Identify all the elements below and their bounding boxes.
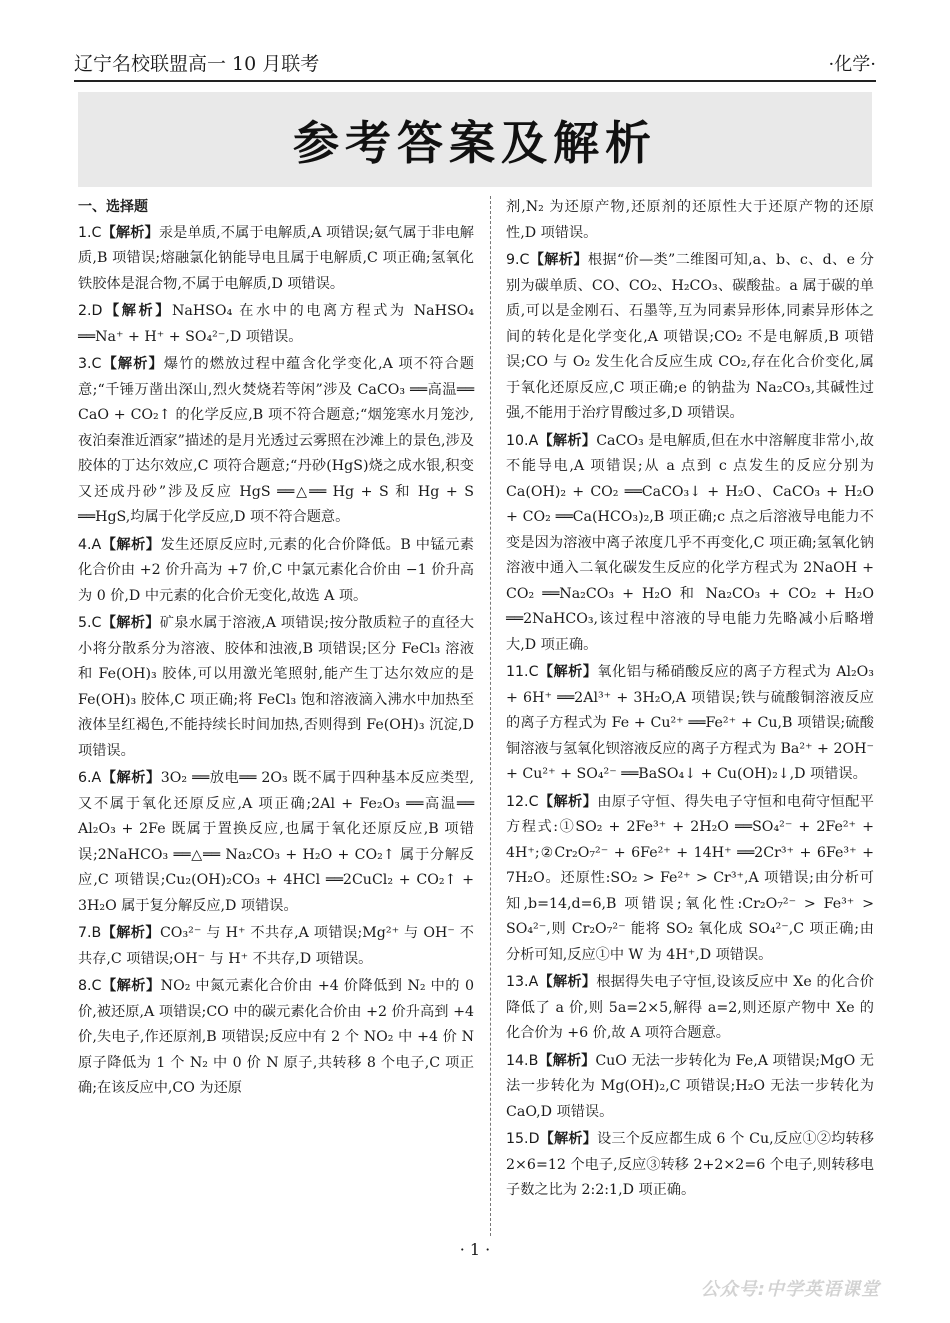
analysis-tag: 【解析】 [529, 252, 588, 268]
answer-number: 1.C [78, 224, 102, 241]
analysis-text: 剂,N₂ 为还原产物,还原剂的还原性大于还原产物的还原性,D 项错误。 [506, 199, 874, 241]
answer-item [506, 195, 874, 246]
answer-item [506, 248, 874, 427]
answer-item [78, 352, 474, 531]
analysis-text: 氧化铝与稀硝酸反应的离子方程式为 Al₂O₃ + 6H⁺ ══2Al³⁺ + 3H₂O,A 项错误;铁与硫酸铜溶液反应的离子方程式为 Fe + Cu²⁺ ══Fe²⁺ + Cu,B 项错误;硫酸铜溶液与氢氧化钡溶液反应的离子方程式为 Ba²⁺ + 2OH⁻ + Cu²⁺ + SO₄²⁻ ══BaSO₄↓ + Cu(OH)₂↓,D 项错误。 [506, 664, 874, 782]
analysis-tag: 【解析】 [538, 974, 597, 990]
right-column [506, 195, 874, 1206]
column-divider [490, 196, 491, 1236]
analysis-text: 汞是单质,不属于电解质,A 项错误;氨气属于非电解质,B 项错误;熔融氯化钠能导电且属于电解质,C 项正确;氢氧化铁胶体是混合物,不属于电解质,D 项错误。 [78, 224, 474, 292]
answer-item [78, 299, 474, 350]
title-banner [78, 92, 872, 187]
exam-title: 辽宁名校联盟高一 10 月联考 [74, 53, 320, 75]
answer-number: 2.D [78, 303, 103, 319]
answer-item [78, 974, 474, 1102]
answer-item [506, 660, 874, 788]
analysis-tag: 【解析】 [101, 536, 161, 553]
answer-item [78, 611, 474, 764]
analysis-tag: 【解析】 [538, 1052, 596, 1069]
right-answer-list [506, 195, 874, 1204]
analysis-text: NaHSO₄ 在水中的电离方程式为 NaHSO₄ ══Na⁺ + H⁺ + SO₄²⁻,D 项错误。 [78, 303, 474, 345]
answer-number: 3.C [78, 356, 102, 372]
subject-label: ·化学· [828, 54, 876, 75]
analysis-text: 爆竹的燃放过程中蕴含化学变化,A 项不符合题意;“千锤万凿出深山,烈火焚烧若等闲”涉及 CaCO₃ ══高温══ CaO + CO₂↑ 的化学反应,B 项不符合题意;“烟笼寒水月笼沙,夜泊秦淮近酒家”描述的是月光透过云雾照在沙滩上的景色,涉及胶体的丁达尔效应,C 项符合题意;“丹砂(HgS)烧之成水银,积变又还成丹砂”涉及反应 HgS ══△══ Hg + S 和 Hg + S ══HgS,均属于化学反应,D 项不符合题意。 [78, 356, 474, 525]
answer-item [506, 1127, 874, 1204]
analysis-tag: 【解析】 [538, 664, 598, 680]
analysis-tag: 【解析】 [539, 1131, 598, 1147]
analysis-text: CaCO₃ 是电解质,但在水中溶解度非常小,故不能导电,A 项错误;从 a 点到 c 点发生的反应分别为 Ca(OH)₂ + CO₂ ══CaCO₃↓ + H₂O、CaCO₃ + H₂O + CO₂ ══Ca(HCO₃)₂,B 项正确;c 点之后溶液导电能力不变是因为溶液中离子浓度几乎不再变化,C 项正确;氢氧化钠溶液中通入二氧化碳发生反应的化学方程式为 2NaOH + CO₂ ══Na₂CO₃ + H₂O 和 Na₂CO₃ + CO₂ + H₂O ══2NaHCO₃,该过程中溶液的导电能力先略减小后略增大,D 项正确。 [506, 432, 874, 653]
answer-number: 13.A [506, 974, 539, 990]
answer-item [506, 1049, 874, 1126]
analysis-text: CO₃²⁻ 与 H⁺ 不共存,A 项错误;Mg²⁺ 与 OH⁻ 不共存,C 项错误;OH⁻ 与 H⁺ 不共存,D 项错误。 [78, 925, 474, 967]
page-number: · 1 · [459, 1240, 491, 1259]
analysis-tag: 【解析】 [101, 224, 159, 241]
answer-number: 15.D [506, 1131, 540, 1147]
answer-item [78, 533, 474, 610]
left-answer-list [78, 221, 474, 1102]
answer-number: 11.C [506, 664, 539, 680]
analysis-text: 3O₂ ══放电══ 2O₃ 既不属于四种基本反应类型,又不属于氧化还原反应,A 项正确;2Al + Fe₂O₃ ══高温══ Al₂O₃ + 2Fe 既属于置换反应,也属于氧化还原反应,B 项错误;2NaHCO₃ ══△══ Na₂CO₃ + H₂O + CO₂↑ 属于分解反应,C 项错误;Cu₂(OH)₂CO₃ + 4HCl ══2CuCl₂ + CO₂↑ + 3H₂O 属于复分解反应,D 项错误。 [78, 770, 474, 914]
answer-number: 7.B [78, 925, 102, 941]
answer-item [78, 921, 474, 972]
answer-item [506, 429, 874, 659]
answer-number: 12.C [506, 793, 539, 810]
analysis-tag: 【解析】 [101, 978, 161, 994]
answer-item [506, 970, 874, 1047]
answer-number: 10.A [506, 432, 539, 449]
analysis-text: 发生还原反应时,元素的化合价降低。B 中锰元素化合价由 +2 价升高为 +7 价,C 中氯元素化合价由 −1 价升高为 0 价,D 中元素的化合价无变化,故选 A 项。 [78, 536, 474, 604]
analysis-text: 矿泉水属于溶液,A 项错误;按分散质粒子的直径大小将分散系分为溶液、胶体和浊液,B 项错误;区分 FeCl₃ 溶液和 Fe(OH)₃ 胶体,可以用激光笔照射,能产生丁达尔效应的是 Fe(OH)₃ 胶体,C 项正确;将 FeCl₃ 饱和溶液滴入沸水中加热至液体呈红褐色,不能持续长时间加热,否则得到 Fe(OH)₃ 沉淀,D 项错误。 [78, 615, 474, 759]
answer-number: 14.B [506, 1052, 539, 1069]
analysis-text: 根据“价—类”二维图可知,a、b、c、d、e 分别为碳单质、CO、CO₂、H₂CO₃、碳酸盐。a 属于碳的单质,可以是金刚石、石墨等,互为同素异形体,同素异形体之间的转化是化学变化,A 项错误;CO₂ 不是电解质,B 项错误;CO 与 O₂ 发生化合反应生成 CO₂,存在化合价变化,属于氧化还原反应,C 项正确;e 的钠盐为 Na₂CO₃,其碱性过强,不能用于治疗胃酸过多,D 项错误。 [506, 252, 874, 421]
answer-item [78, 766, 474, 919]
analysis-text: CuO 无法一步转化为 Fe,A 项错误;MgO 无法一步转化为 Mg(OH)₂,C 项错误;H₂O 无法一步转化为 CaO,D 项错误。 [506, 1052, 874, 1120]
analysis-tag: 【解析】 [102, 303, 172, 319]
analysis-tag: 【解析】 [101, 356, 164, 372]
left-column [78, 195, 474, 1104]
analysis-tag: 【解析】 [538, 793, 598, 810]
page-header [74, 52, 876, 82]
watermark: 公众号:中学英语课堂 [700, 1279, 880, 1300]
analysis-text: 根据得失电子守恒,设该反应中 Xe 的化合价降低了 a 价,则 5a=2×5,解得 a=2,则还原产物中 Xe 的化合价为 +6 价,故 A 项符合题意。 [506, 974, 874, 1041]
answer-number: 8.C [78, 978, 102, 994]
analysis-text: 由原子守恒、得失电子守恒和电荷守恒配平方程式:①SO₂ + 2Fe³⁺ + 2H₂O ══SO₄²⁻ + 2Fe²⁺ + 4H⁺;②Cr₂O₇²⁻ + 6Fe²⁺ + 14H⁺ ══2Cr³⁺ + 6Fe³⁺ + 7H₂O。还原性:SO₂ > Fe²⁺ > Cr³⁺,A 项错误;由分析可知,b=14,d=6,B 项错误;氧化性:Cr₂O₇²⁻ > Fe³⁺ > SO₄²⁻,则 Cr₂O₇²⁻ 能将 SO₂ 氧化成 SO₄²⁻,C 项正确;由分析可知,反应①中 W 为 4H⁺,D 项错误。 [506, 793, 874, 963]
section-title: 一、选择题 [78, 199, 148, 215]
answer-item [506, 790, 874, 969]
banner-title: 参考答案及解析 [293, 115, 657, 170]
answer-number: 5.C [78, 615, 102, 631]
answer-item [78, 221, 474, 298]
answer-number: 6.A [78, 770, 102, 786]
analysis-text: NO₂ 中氮元素化合价由 +4 价降低到 N₂ 中的 0 价,被还原,A 项错误;CO 中的碳元素化合价由 +2 价升高到 +4 价,失电子,作还原剂,B 项错误;反应中有 2 个 NO₂ 中 +4 价 N 原子降低为 1 个 N₂ 中 0 价 N 原子,共转移 8 个电子,C 项正确;在该反应中,CO 为还原 [78, 978, 474, 1096]
analysis-text: 设三个反应都生成 6 个 Cu,反应①②均转移 2×6=12 个电子,反应③转移 2+2×2=6 个电子,则转移电子数之比为 2:2:1,D 项正确。 [506, 1131, 874, 1198]
analysis-tag: 【解析】 [101, 615, 160, 631]
analysis-tag: 【解析】 [101, 925, 160, 941]
answer-number: 4.A [78, 536, 102, 553]
analysis-tag: 【解析】 [101, 770, 161, 786]
analysis-tag: 【解析】 [538, 432, 597, 449]
answer-number: 9.C [506, 252, 530, 268]
